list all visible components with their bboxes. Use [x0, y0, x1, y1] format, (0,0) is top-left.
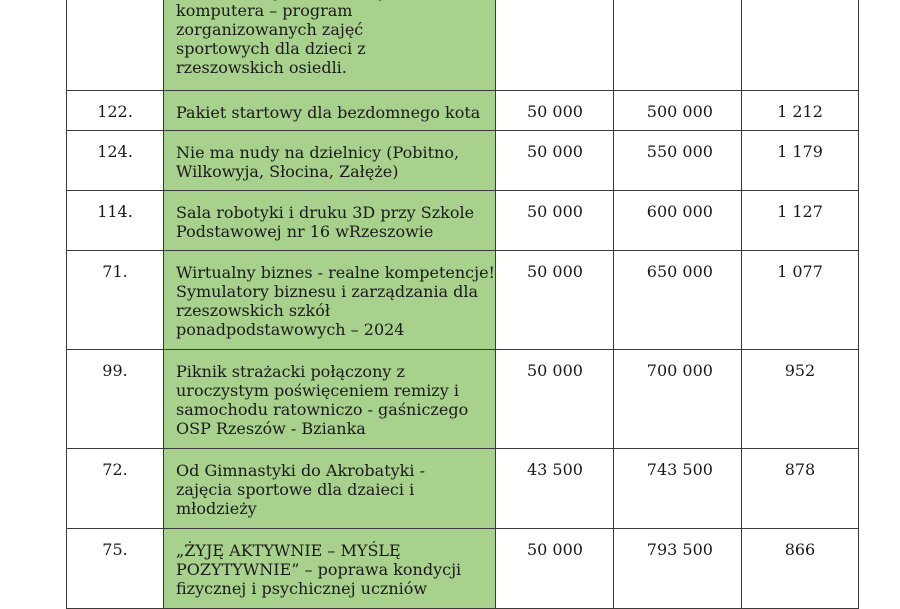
project-name: Piknik strażacki połączony z uroczystym poświęceniem remizy i samochodu ratowniczo - gaśniczego OSP Rzeszów - Bzianka [164, 350, 496, 449]
cumulative-cost: 600 000 [613, 191, 741, 251]
project-name: Od Gimnastyki do Akrobatyki - zajęcia sportowe dla dzaieci i młodzieży [164, 449, 496, 529]
vote-count: 878 [741, 449, 858, 529]
table-row [67, 91, 859, 131]
cumulative-cost: 700 000 [613, 350, 741, 449]
table-row [67, 529, 859, 609]
table-row [67, 191, 859, 251]
project-cost: 50 000 [495, 529, 613, 609]
cumulative-cost: 550 000 [613, 131, 741, 191]
project-cost: 50 000 [495, 131, 613, 191]
project-number: 114. [67, 191, 164, 251]
cumulative-cost: 500 000 [613, 91, 741, 131]
cumulative-cost: 793 500 [613, 529, 741, 609]
vote-count: 1 179 [741, 131, 858, 191]
table-row [67, 131, 859, 191]
vote-count: 1 077 [741, 251, 858, 350]
project-cost: 50 000 [495, 251, 613, 350]
project-cost [495, 0, 613, 91]
project-name: komputera – program zorganizowanych zajęć sportowych dla dzieci z rzeszowskich osiedli. [164, 0, 496, 91]
project-cost: 50 000 [495, 350, 613, 449]
vote-count: 866 [741, 529, 858, 609]
project-number: 99. [67, 350, 164, 449]
vote-count: 1 127 [741, 191, 858, 251]
project-number: 72. [67, 449, 164, 529]
project-cost: 43 500 [495, 449, 613, 529]
project-number: 124. [67, 131, 164, 191]
project-number: 122. [67, 91, 164, 131]
table-row [67, 251, 859, 350]
table-row [67, 0, 859, 91]
project-name: Nie ma nudy na dzielnicy (Pobitno, Wilkowyja, Słocina, Załęże) [164, 131, 496, 191]
table-row [67, 350, 859, 449]
cumulative-cost: 743 500 [613, 449, 741, 529]
project-number [67, 0, 164, 91]
project-name: Wirtualny biznes - realne kompetencje! Symulatory biznesu i zarządzania dla rzeszowskich szkół ponadpodstawowych – 2024 [164, 251, 496, 350]
vote-count [741, 0, 858, 91]
project-name: „ŻYJĘ AKTYWNIE – MYŚLĘ POZYTYWNIE” – poprawa kondycji fizycznej i psychicznej uczniów [164, 529, 496, 609]
project-cost: 50 000 [495, 91, 613, 131]
cumulative-cost: 650 000 [613, 251, 741, 350]
project-number: 71. [67, 251, 164, 350]
cumulative-cost [613, 0, 741, 91]
project-cost: 50 000 [495, 191, 613, 251]
project-name: Pakiet startowy dla bezdomnego kota [164, 91, 496, 131]
vote-count: 952 [741, 350, 858, 449]
vote-count: 1 212 [741, 91, 858, 131]
table-row [67, 449, 859, 529]
project-number: 75. [67, 529, 164, 609]
projects-table [66, 0, 859, 609]
project-name: Sala robotyki i druku 3D przy Szkole Podstawowej nr 16 wRzeszowie [164, 191, 496, 251]
